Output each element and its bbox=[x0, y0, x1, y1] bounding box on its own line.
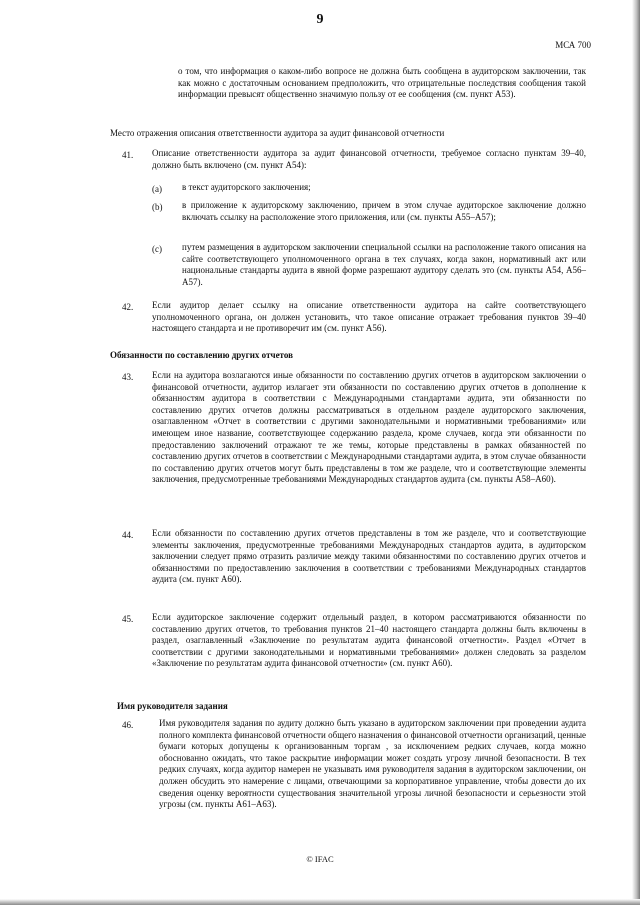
paragraph-43-number: 43. bbox=[122, 372, 134, 382]
paragraph-44-number: 44. bbox=[122, 530, 134, 540]
continuation-paragraph: о том, что информация о каком-либо вопросе не должна быть сообщена в аудиторском заключении, так как можно с достаточным основанием предположить, что отрицательные последствия сообщения такой информации превысят общественно значимую пользу от ее сообщения (см. пункт А53). bbox=[178, 66, 586, 100]
paragraph-42-number: 42. bbox=[122, 302, 134, 312]
heading-other-reports: Обязанности по составлению других отчетов bbox=[110, 350, 293, 360]
paragraph-44-text: Если обязанности по составлению других отчетов представлены в том же разделе, что и соответствующие элементы заключения, предусмотренные требованиями Международных стандартов аудита, в аудиторском заключении следует прямо отразить различие между такими обязанностями по составлению других отчетов и обязанностями по предоставлению заключения в соответствии с требованиями Международных стандартов аудита (см. пункт А60). bbox=[152, 528, 586, 585]
standard-code: МСА 700 bbox=[555, 40, 591, 50]
item-b-text: в приложение к аудиторскому заключению, причем в этом случае аудиторское заключение должно включать ссылку на расположение этого приложения, или (см. пункты А55–А57); bbox=[182, 200, 586, 222]
item-c-text: путем размещения в аудиторском заключении специальной ссылки на расположение такого описания на сайте соответствующего уполномоченного органа в тех случаях, когда закон, нормативный акт или национальные стандарты аудита в явной форме разрешают аудитору сделать это (см. пункты А54, А56–А57). bbox=[182, 242, 586, 287]
paragraph-41-text: Описание ответственности аудитора за аудит финансовой отчетности, требуемое согласно пунктам 39–40, должно быть включено (см. пункт А54): bbox=[152, 148, 586, 170]
scan-edge-bottom bbox=[0, 899, 640, 905]
paragraph-41-number: 41. bbox=[122, 150, 134, 160]
paragraph-46-text: Имя руководителя задания по аудиту должно быть указано в аудиторском заключении при проведении аудита полного комплекта финансовой отчетности общего назначения о финансовой отчетности организаций, ценные бумаги которых допущены к организованным торгам , за исключением редких случаев, когда можно обоснованно ожидать, что такое раскрытие информации может создать угрозу личной безопасности. В тех редких случаях, когда аудитор намерен не указывать имя руководителя задания в аудиторском заключении, он должен обсудить это намерение с лицами, отвечающими за корпоративное управление, чтобы довести до их сведения оценку вероятности существования значительной угрозы личной безопасности и серьезности этой угрозы (см. пункты А61–А63). bbox=[159, 718, 586, 810]
paragraph-45-text: Если аудиторское заключение содержит отдельный раздел, в котором рассматриваются обязанности по составлению других отчетов, то требования пунктов 21–40 настоящего стандарта должны быть включены в раздел, озаглавленный «Заключение по результатам аудита финансовой отчетности». Раздел «Отчет в соответствии с другими законодательными и нормативными требованиями» должен следовать за разделом «Заключение по результатам аудита финансовой отчетности» (см. пункт А60). bbox=[152, 612, 586, 669]
page-number: 9 bbox=[316, 12, 324, 27]
scan-edge-right bbox=[632, 0, 640, 905]
paragraph-42-text: Если аудитор делает ссылку на описание ответственности аудитора на сайте соответствующего уполномоченного органа, он должен установить, что такое описание отражает требования пунктов 39–40 настоящего стандарта и не противоречит им (см. пункт А56). bbox=[152, 300, 586, 334]
item-a-text: в текст аудиторского заключения; bbox=[182, 182, 311, 192]
footer-copyright: © IFAC bbox=[306, 854, 334, 864]
heading-engagement-partner: Имя руководителя задания bbox=[117, 701, 228, 711]
item-c-label: (с) bbox=[152, 244, 162, 254]
paragraph-45-number: 45. bbox=[122, 614, 134, 624]
item-b-label: (b) bbox=[152, 202, 163, 212]
heading-location: Место отражения описания ответственности аудитора за аудит финансовой отчетности bbox=[110, 128, 445, 138]
item-a-label: (а) bbox=[152, 184, 162, 194]
paragraph-43-text: Если на аудитора возлагаются иные обязанности по составлению других отчетов в аудиторском заключении о финансовой отчетности, аудитор излагает эти обязанности по составлению других отчетов в дополнение к обязанностям аудитора в соответствии с Международными стандартами аудита, эти обязанности по составлению других отчетов должны рассматриваться в отдельном разделе аудиторского заключения, озаглавленном «Отчет в соответствии с другими законодательными и нормативными требованиями» или имеющем иное название, соответствующее содержанию раздела, кроме случаев, когда эти обязанности по предоставлению заключений отражают те же темы, которые представлены в рамках обязанностей по составлению других отчетов в соответствии с Международными стандартами аудита, в этом случае обязанности по составлению других отчетов могут быть представлены в том же разделе, что и соответствующие элементы заключения, предусмотренные требованиями Международных стандартов аудита (см. пункты А58–А60). bbox=[152, 370, 586, 485]
paragraph-46-number: 46. bbox=[122, 720, 134, 730]
